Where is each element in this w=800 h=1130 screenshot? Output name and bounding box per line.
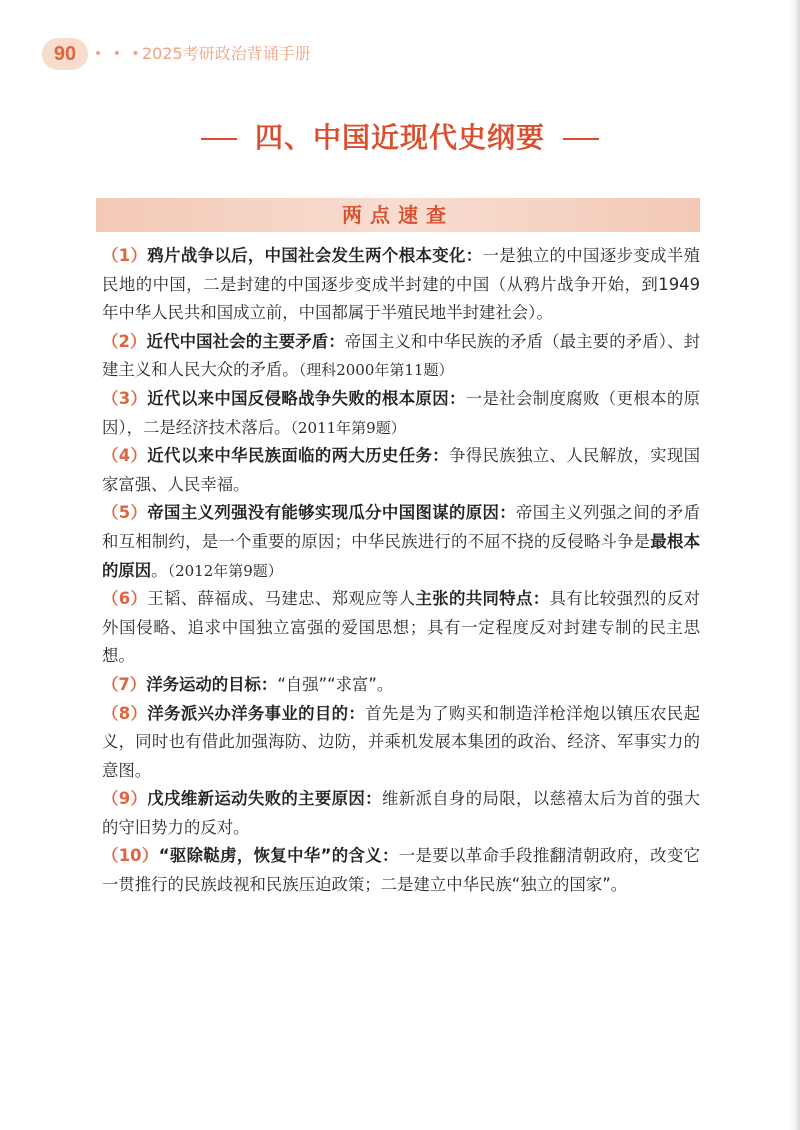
item-number: （4） bbox=[102, 446, 148, 466]
item-text: 维新派自身的局限，以慈禧太后为首的强大的守旧势力的反对。 bbox=[102, 789, 701, 837]
item-text: 一是社会制度腐败（更根本的原因），二是经济技术落后。 bbox=[102, 388, 701, 437]
item-key: 洋务派兴办洋务事业的目的： bbox=[147, 703, 366, 723]
item-number: （1） bbox=[102, 246, 148, 265]
title-dash-right bbox=[563, 138, 599, 140]
item-text: 帝国主义和中华民族的矛盾（最主要的矛盾）、封建主义和人民大众的矛盾。 bbox=[102, 331, 701, 380]
header-dots: • • • bbox=[94, 46, 143, 62]
list-item bbox=[102, 700, 700, 786]
item-key-2: 主张的共同特点： bbox=[415, 589, 550, 609]
item-key: 鸦片战争以后，中国社会发生两个根本变化： bbox=[147, 246, 483, 265]
list-item bbox=[102, 499, 700, 585]
item-text-2: 具有比较强烈的反对外国侵略、追求中国独立富强的爱国思想；具有一定程度反对封建专制的民主思想。 bbox=[102, 589, 701, 666]
item-key: 近代以来中国反侵略战争失败的根本原因： bbox=[147, 388, 466, 408]
item-key-2: 最根本的原因 bbox=[102, 531, 701, 580]
item-text: 帝国主义列强之间的矛盾和互相制约，是一个重要的原因；中华民族进行的不屈不挠的反侵略斗争是 bbox=[102, 503, 701, 551]
item-number: （7） bbox=[102, 674, 147, 694]
item-ref: （理科2000年第11题） bbox=[298, 361, 454, 380]
book-title: 2025考研政治背诵手册 bbox=[142, 44, 311, 63]
item-number: （6） bbox=[102, 589, 148, 609]
item-text: 首先是为了购买和制造洋枪洋炮以镇压农民起义，同时也有借此加强海防、边防，并乘机发展本集团的政治、经济、军事实力的意图。 bbox=[102, 703, 701, 780]
list-item bbox=[102, 328, 700, 385]
page-edge-shadow bbox=[790, 0, 800, 1130]
item-text: “自强”“求富”。 bbox=[277, 674, 394, 694]
list-item bbox=[102, 385, 700, 442]
item-text: 争得民族独立、人民解放，实现国家富强、人民幸福。 bbox=[102, 446, 701, 494]
item-number: （5） bbox=[102, 503, 148, 523]
item-ref: （2012年第9题） bbox=[167, 561, 283, 580]
item-number: （2） bbox=[102, 331, 147, 351]
item-text: 一是要以革命手段推翻清朝政府，改变它一贯推行的民族歧视和民族压迫政策；二是建立中华民族“独立的国家”。 bbox=[102, 846, 701, 895]
list-item bbox=[102, 242, 700, 328]
item-key: 洋务运动的目标： bbox=[146, 674, 278, 694]
title-dash-left bbox=[201, 138, 237, 140]
list-item bbox=[102, 585, 700, 671]
chapter-title-text: 四、中国近现代史纲要 bbox=[254, 121, 545, 154]
item-number: （3） bbox=[102, 388, 148, 408]
list-item bbox=[102, 442, 700, 499]
chapter-title bbox=[0, 116, 800, 156]
page-number-badge: 90 bbox=[42, 38, 88, 70]
item-text: 王韬、薛福成、马建忠、郑观应等人 bbox=[147, 589, 416, 609]
content-list bbox=[102, 242, 700, 900]
item-number: （10） bbox=[102, 846, 159, 866]
item-number: （8） bbox=[102, 703, 148, 723]
list-item bbox=[102, 785, 700, 842]
section-header-bar: 两点速查 bbox=[96, 198, 700, 232]
item-key: “驱除鞑虏，恢复中华”的含义： bbox=[158, 846, 399, 866]
item-key: 近代以来中华民族面临的两大历史任务： bbox=[147, 446, 449, 466]
item-ref: （2011年第9题） bbox=[290, 418, 406, 437]
item-number: （9） bbox=[102, 789, 148, 809]
list-item bbox=[102, 671, 700, 700]
list-item bbox=[102, 842, 700, 899]
item-text-2: 。 bbox=[151, 560, 168, 580]
item-key: 戊戌维新运动失败的主要原因： bbox=[147, 789, 382, 809]
item-text: 一是独立的中国逐步变成半殖民地的中国，二是封建的中国逐步变成半封建的中国（从鸦片战争开始，到1949年中华人民共和国成立前，中国都属于半殖民地半封建社会）。 bbox=[102, 246, 701, 323]
item-key: 近代中国社会的主要矛盾： bbox=[146, 331, 345, 351]
item-key: 帝国主义列强没有能够实现瓜分中国图谋的原因： bbox=[147, 503, 517, 523]
